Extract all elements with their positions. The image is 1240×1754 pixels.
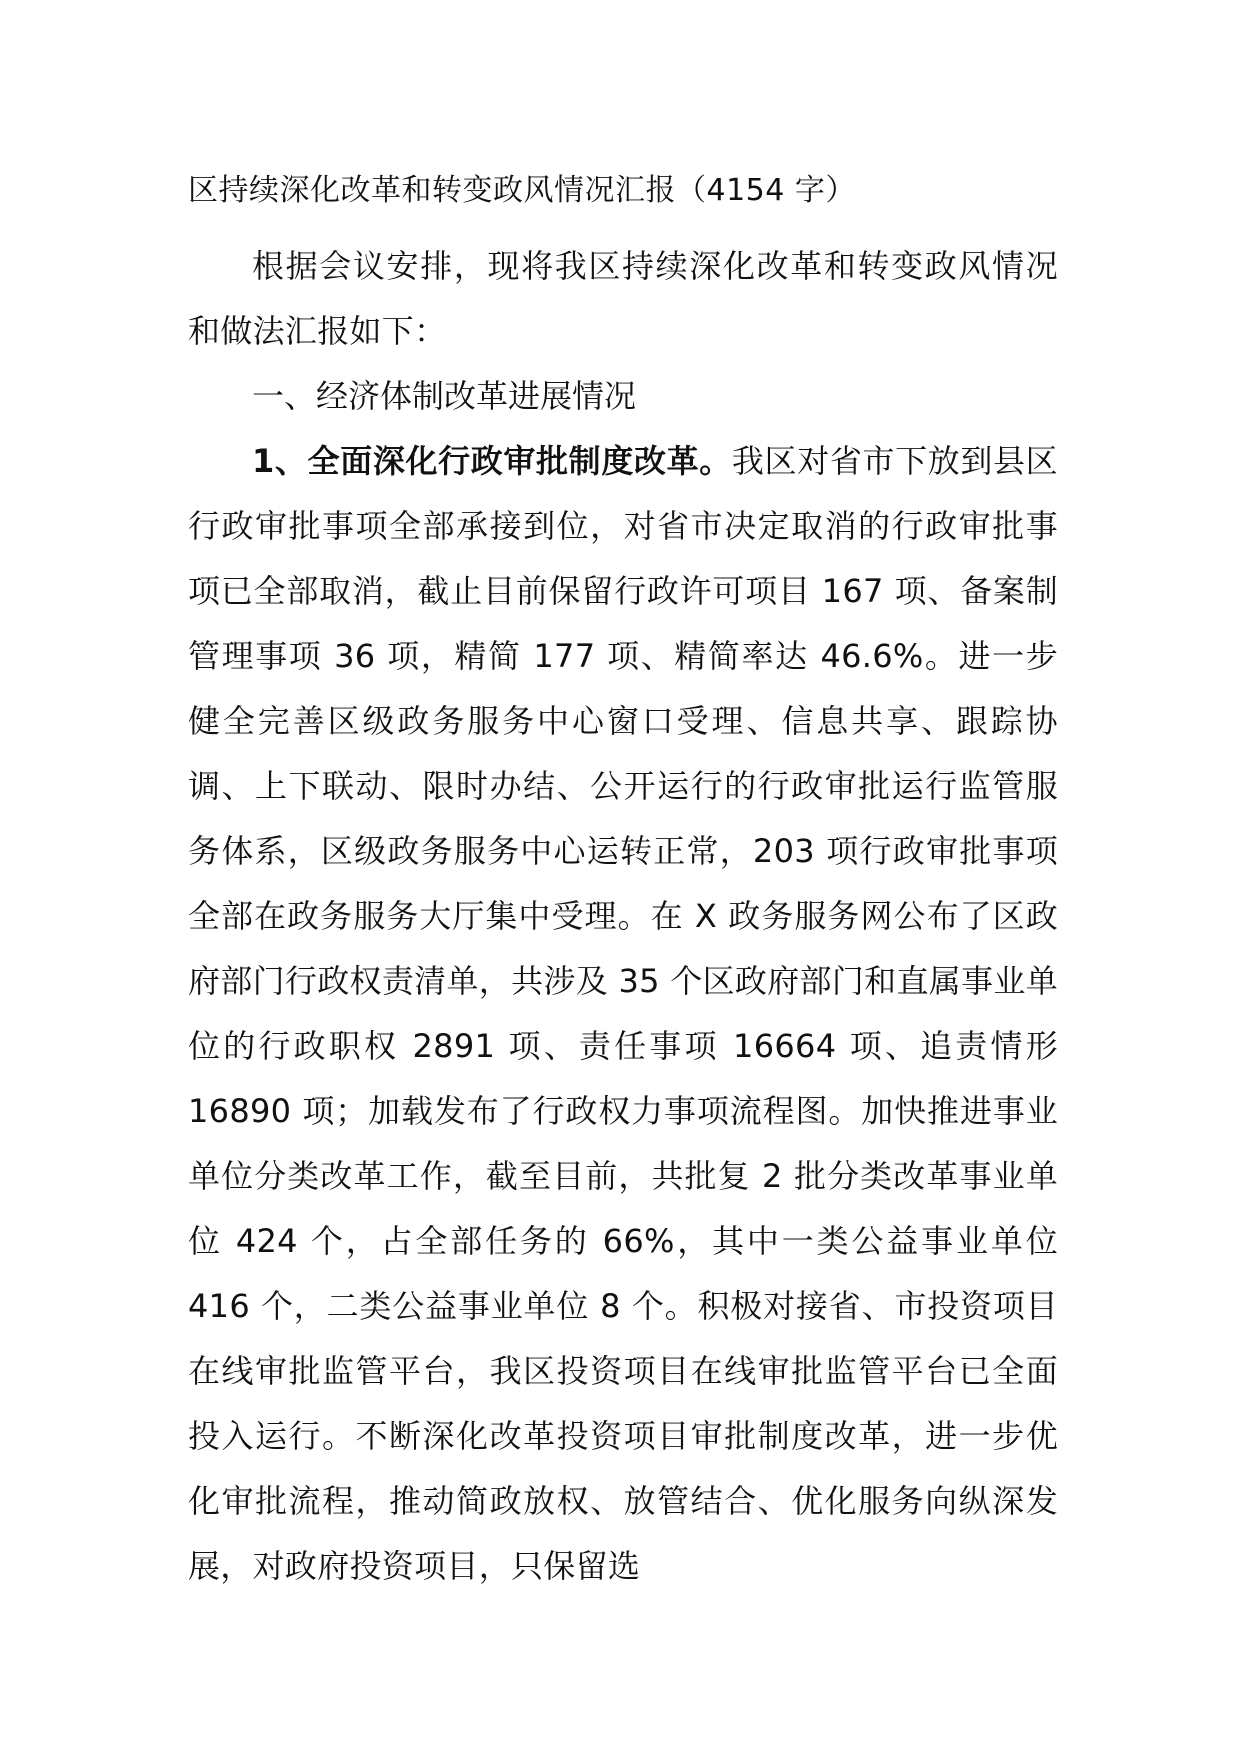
document-title: 区持续深化改革和转变政风情况汇报（4154 字）	[188, 173, 856, 208]
item-1-paragraph	[188, 429, 1058, 1599]
section-heading: 一、经济体制改革进展情况	[252, 377, 637, 415]
document-body	[188, 170, 1058, 1599]
intro-paragraph: 根据会议安排，现将我区持续深化改革和转变政风情况和做法汇报如下：	[188, 247, 1058, 350]
item-1-body: 我区对省市下放到县区行政审批事项全部承接到位，对省市决定取消的行政审批事项已全部取消，截止目前保留行政许可项目 167 项、备案制管理事项 36 项，精简 177 项、精简率达 46.6%。进一步健全完善区级政务服务中心窗口受理、信息共享、跟踪协调、上下联动、限时办结、公开运行的行政审批运行监管服务体系，区级政务服务中心运转正常，203 项行政审批事项全部在政务服务大厅集中受理。在 X 政务服务网公布了区政府部门行政权责清单，共涉及 35 个区政府部门和直属事业单位的行政职权 2891 项、责任事项 16664 项、追责情形 16890 项；加载发布了行政权力事项流程图。加快推进事业单位分类改革工作，截至目前，共批复 2 批分类改革事业单位 424 个，占全部任务的 66%，其中一类公益事业单位 416 个，二类公益事业单位 8 个。积极对接省、市投资项目在线审批监管平台，我区投资项目在线审批监管平台已全面投入运行。不断深化改革投资项目审批制度改革，进一步优化审批流程，推动简政放权、放管结合、优化服务向纵深发展，对政府投资项目，只保留选	[188, 442, 1058, 1585]
item-1-lead: 1、全面深化行政审批制度改革。	[252, 442, 732, 480]
